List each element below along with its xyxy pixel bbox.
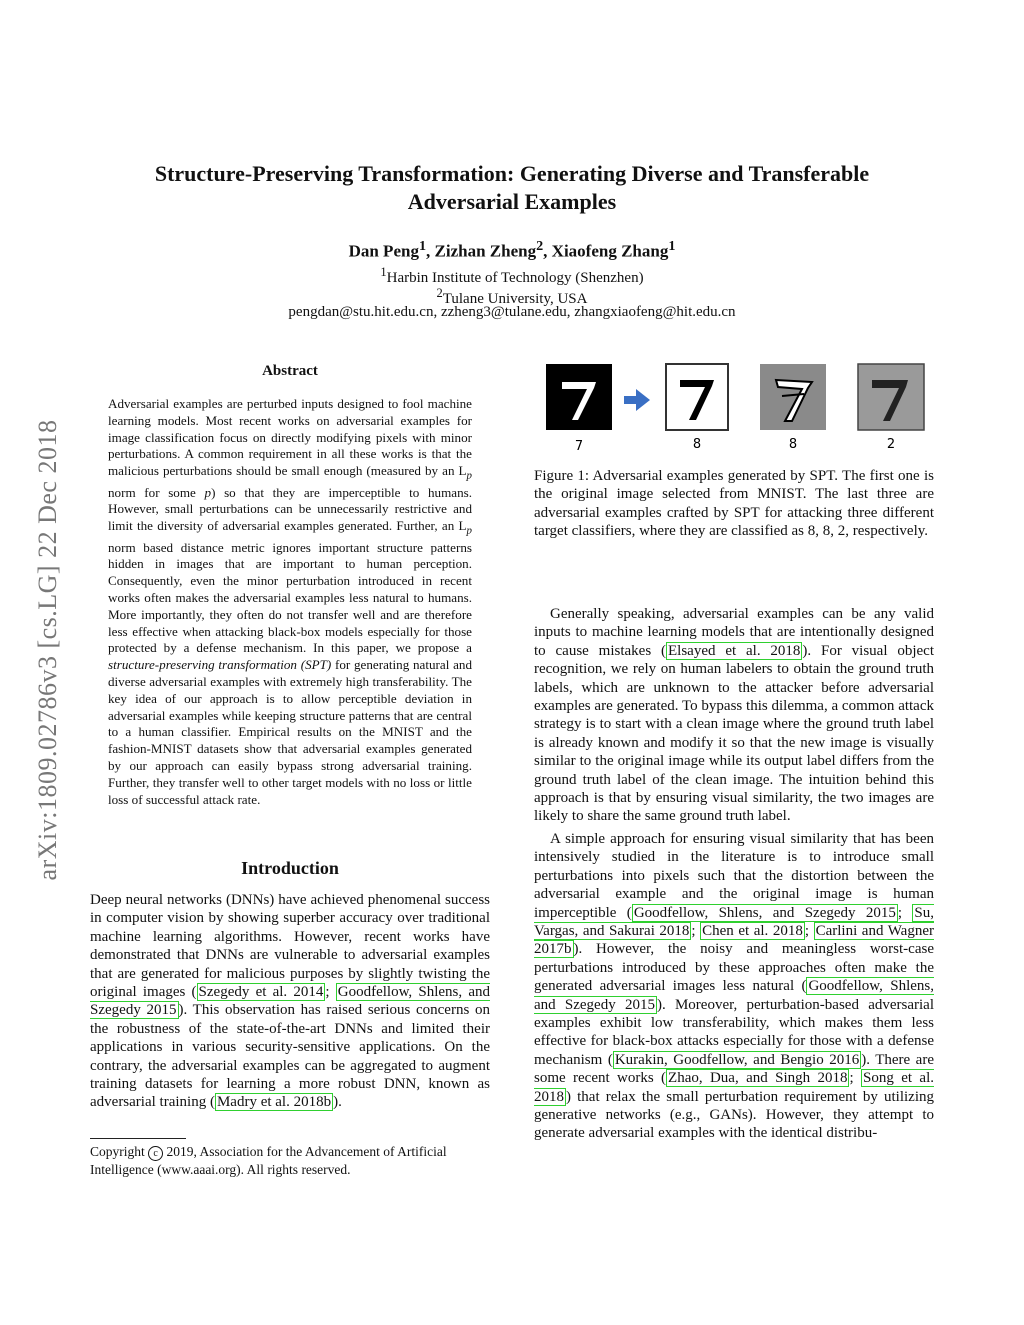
author-affil-sup: 1 (668, 238, 676, 254)
body-text: ). There are some recent works ( (534, 1051, 934, 1087)
figure-label: 8 (692, 437, 702, 452)
affil-sup: 1 (380, 265, 387, 279)
paper-title (100, 160, 924, 216)
adversarial-image-2 (760, 364, 826, 430)
affil-sup: 2 (436, 286, 443, 300)
paragraph (534, 605, 934, 826)
abstract-body (108, 396, 472, 808)
citation-link[interactable]: Carlini and Wagner 2017b (534, 922, 934, 958)
author-name: Zizhan Zheng (434, 241, 537, 261)
math-subscript: p (466, 469, 472, 482)
figure-1 (538, 358, 938, 458)
citation-link[interactable]: Song et al. 2018 (534, 1070, 934, 1105)
math-subscript: p (466, 524, 472, 537)
right-column-body (534, 605, 934, 1143)
body-text: ). Moreover, perturbation-based adversarial examples exhibit low transferability, which makes them less effective for black-box attacks especially for those with a defense mechanism ( (534, 996, 934, 1068)
figure-label: 2 (886, 437, 896, 452)
affil-text: Tulane University, USA (442, 291, 588, 307)
arxiv-sidebar (28, 350, 68, 950)
mnist-original-image (546, 364, 612, 430)
body-text: ; (691, 922, 701, 939)
body-text: ). This observation has raised serious concerns on the robustness of the state-of-the-art DNNs and limited their applications in various security-sensitive applications. On the contrary, the adversarial examples can be aggregated to augment training datasets for learning a more robust DNN, known as adversarial training ( (90, 1002, 490, 1111)
abstract-text: for generating natural and diverse adversarial examples with extremely high transferability. The key idea of our approach is to allow perceptible deviation in adversarial examples while keeping structure patterns that are central to a human classifier. Empirical results on the MNIST and the fashion-MNIST datasets show that adversarial examples generated by our approach can easily bypass strong adversarial training. Further, they transfer well to other target models with no loss or little loss of successful attack rate. (108, 657, 472, 807)
author-name: Dan Peng (348, 241, 419, 261)
body-text: ; (325, 984, 336, 1001)
citation-link[interactable]: Chen et al. 2018 (702, 922, 803, 939)
citation-link[interactable]: Madry et al. 2018b (216, 1094, 332, 1111)
citation-link[interactable]: Szegedy et al. 2014 (198, 984, 324, 1001)
abstract-text: Adversarial examples are perturbed inputs designed to fool machine learning models. Most recent works on adversarial examples for image classification focus on directly modifying pixels with minor perturbations. A common requirement in all these works is that the malicious perturbations should be small enough (measured by an L (108, 396, 472, 479)
body-text: ). However, the noisy and meaningless worst-case perturbations introduced by these approaches often make the generated adversarial images less natural ( (534, 941, 934, 995)
adversarial-image-1 (666, 364, 728, 430)
body-text: ; (804, 922, 814, 939)
citation-link[interactable]: Kurakin, Goodfellow, and Bengio 2016 (614, 1051, 860, 1068)
abstract-emphasis: structure-preserving transformation (SPT) (108, 657, 332, 673)
body-text: ; (849, 1070, 862, 1087)
introduction-body (90, 891, 490, 1112)
author-list: Dan Peng$^1$, Zizhan Zheng$^2$, Xiaofeng Zhang$^1$ (348, 238, 676, 261)
citation-link[interactable]: Goodfellow, Shlens, and Szegedy 2015 (633, 904, 896, 921)
arrow-icon (624, 389, 650, 411)
introduction-heading: Introduction (241, 858, 339, 878)
title-line-2: Adversarial Examples (407, 189, 617, 214)
citation-link[interactable]: Elsayed et al. 2018 (668, 642, 801, 659)
figure-1-images (538, 358, 938, 458)
body-text: ) that relax the small perturbation requirement by utilizing generative networks (e.g., GANs). However, they attempt to generate adversarial examples with the identical distribu- (534, 1088, 934, 1142)
body-text: A simple approach for ensuring visual similarity that has been intensively studied in the literature is to introduce small perturbations into pixels such that the distortion between the adversarial example and the original image is human imperceptible ( (534, 830, 934, 921)
arxiv-identifier: arXiv:1809.02786v3 [cs.LG] 22 Dec 2018 (33, 419, 62, 881)
body-text: ). (333, 1094, 342, 1111)
citation-link[interactable]: Goodfellow, Shlens, and Szegedy 2015 (534, 978, 935, 1013)
copyright-notice (90, 1143, 490, 1178)
author-name: Xiaofeng Zhang (551, 241, 669, 261)
copyright-text: 2019, Association for the Advancement of Artificial Intelligence (www.aaai.org). All rights reserved. (90, 1144, 447, 1177)
math-variable: p (204, 484, 212, 500)
citation-link[interactable]: Su, Vargas, and Sakurai 2018 (534, 904, 934, 939)
paragraph (534, 830, 934, 1143)
abstract-text: norm based distance metric ignores important structure patterns hidden in images that are important to human perception. Consequently, even the minor perturbation introduced in recent works often makes the adversarial examples less natural to humans. More importantly, they often do not transfer well and are therefore less effective when attacking black-box models especially for those protected by a defense mechanism. In this paper, we propose a (108, 539, 472, 656)
body-text: Deep neural networks (DNNs) have achieved phenomenal success in computer vision by showing superber accuracy over traditional machine learning algorithms. However, recent works have demonstrated that DNNs are vulnerable to adversarial examples that are generated for malicious purposes by slightly twisting the original images ( (90, 892, 490, 1001)
footnote-rule (90, 1138, 186, 1139)
citation-link[interactable]: Zhao, Dua, and Singh 2018 (668, 1070, 848, 1087)
adversarial-image-3 (858, 364, 924, 430)
figure-label: 8 (788, 437, 798, 452)
author-affil-sup: 2 (536, 238, 544, 254)
copyright-symbol: c (148, 1146, 163, 1161)
abstract-text: ) so that they are imperceptible to humans. However, small perturbations can be unnecessarily restrictive and limit the diversity of adversarial examples generated. Further, an L (108, 484, 472, 534)
body-text: ; (897, 904, 913, 921)
figure-label: 7 (574, 439, 584, 454)
abstract-heading: Abstract (262, 363, 318, 379)
affil-text: Harbin Institute of Technology (Shenzhen) (386, 270, 644, 286)
citation-link[interactable]: Goodfellow, Shlens, and Szegedy 2015 (90, 984, 490, 1019)
body-text: ). For visual object recognition, we rely on human labelers to obtain the ground truth labels, which are unknown to the attacker before adversarial examples are generated. To bypass this dilemma, a common attack strategy is to start with a clean image where the ground truth label is already known and modify it so that the new image is visually similar to the original image while its output label differs from the ground truth label of the clean image. The intuition behind this approach is that by ensuring visual similarity, the two images are likely to share the same ground truth label. (534, 642, 934, 825)
title-line-1: Structure-Preserving Transformation: Generating Diverse and Transferable (154, 161, 870, 186)
figure-1-caption: Figure 1: Adversarial examples generated by SPT. The first one is the original image selected from MNIST. The last three are adversarial examples crafted by SPT for attacking three different target classifiers, where they are classified as 8, 8, 2, respectively. (534, 468, 934, 540)
author-emails: pengdan@stu.hit.edu.cn, zzheng3@tulane.edu, zhangxiaofeng@hit.edu.cn (288, 304, 736, 320)
abstract-text: norm for some (108, 484, 205, 500)
author-affil-sup: 1 (418, 238, 427, 254)
body-text: Generally speaking, adversarial examples can be any valid inputs to machine learning models that are intentionally designed to cause mistakes ( (534, 606, 934, 659)
copyright-text: Copyright (90, 1144, 149, 1159)
